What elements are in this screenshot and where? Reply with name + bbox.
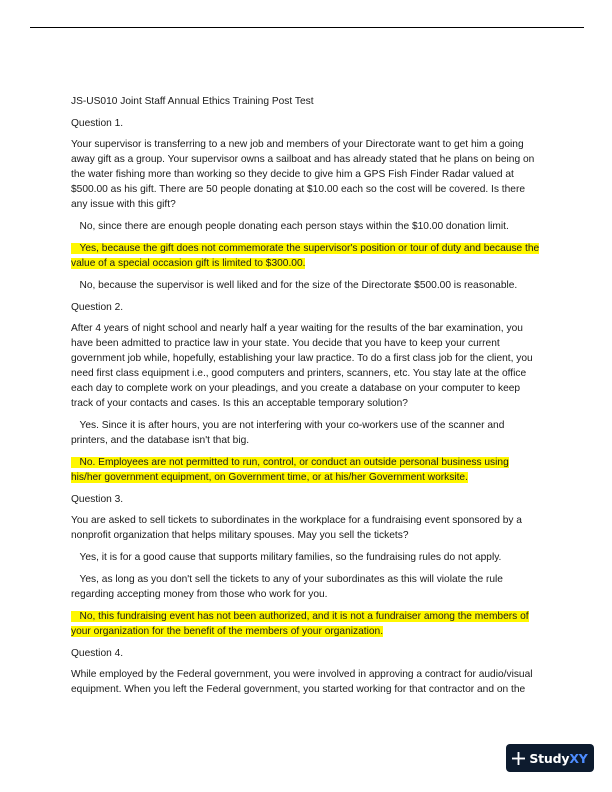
answer-option-text: Yes, because the gift does not commemorate the supervisor's position or tour of duty and because the value of a special occasion gift is limited to $300.00. — [71, 243, 540, 269]
answer-option-text: Yes, it is for a good cause that supports military families, so the fundraising rules do not apply. — [79, 552, 502, 563]
question-label: Question 4. — [71, 648, 124, 659]
answer-option-text: No. Employees are not permitted to run, control, or conduct an outside personal business using his/her government equipment, on Government time, or at his/her Government worksite. — [71, 457, 509, 483]
answer-option-text: No, since there are enough people donating each person stays within the $10.00 donation limit. — [79, 221, 509, 232]
answer-option-highlighted — [71, 455, 541, 485]
answer-option-highlighted — [71, 609, 541, 639]
answer-option-highlighted — [71, 241, 541, 271]
answer-option-text: No, this fundraising event has not been authorized, and it is not a fundraiser among the members of your organization for the benefit of the members of your organization. — [71, 611, 529, 637]
question-label: Question 3. — [71, 494, 124, 505]
logo-prefix: Study — [529, 750, 570, 766]
question-text: While employed by the Federal government, you were involved in approving a contract for audio/visual equipment. When you left the Federal government, you started working for that contractor and on the — [71, 669, 533, 695]
document-title: JS-US010 Joint Staff Annual Ethics Training Post Test — [71, 96, 314, 107]
question-1 — [71, 116, 541, 293]
answer-option-text: Yes, as long as you don't sell the tickets to any of your subordinates as this will violate the rule regarding accepting money from those who work for you. — [71, 574, 503, 600]
answer-option — [71, 219, 541, 234]
plus-icon — [512, 752, 525, 765]
studyxy-logo-badge[interactable] — [506, 744, 594, 772]
answer-option-text: Yes. Since it is after hours, you are not interfering with your co-workers use of the scanner and printers, and the database isn't that big. — [71, 420, 505, 446]
logo-suffix: XY — [569, 750, 588, 766]
answer-option — [71, 278, 541, 293]
answer-option — [71, 550, 541, 565]
answer-option — [71, 572, 541, 602]
question-text: Your supervisor is transferring to a new job and members of your Directorate want to get him a going away gift as a group. Your supervisor owns a sailboat and has already stated that he plans on being on the water fishing more than working so they decide to give him a GPS Fish Finder Radar valued at $500.00 as his gift. There are 50 people donating at $10.00 each so the cost will be covered. Is there any issue with this gift? — [71, 139, 535, 210]
answer-option-text: No, because the supervisor is well liked and for the size of the Directorate $500.00 is reasonable. — [79, 280, 518, 291]
question-text: You are asked to sell tickets to subordinates in the workplace for a fundraising event sponsored by a nonprofit organization that helps military spouses. May you sell the tickets? — [71, 515, 522, 541]
question-4 — [71, 646, 541, 697]
question-label: Question 1. — [71, 118, 124, 129]
question-3 — [71, 492, 541, 639]
answer-option — [71, 418, 541, 448]
question-text: After 4 years of night school and nearly half a year waiting for the results of the bar examination, you have been admitted to practice law in your state. You decide that you have to keep your current government job while, hopefully, establishing your law practice. To do a first class job for the client, you need first class equipment i.e., good computers and printers, scanners, etc. You stay late at the office each day to complete work on your pleadings, and you create a database on your computer to keep track of your contacts and cases. Is this an acceptable temporary solution? — [71, 323, 533, 409]
document-body — [71, 94, 541, 704]
top-divider — [30, 27, 584, 28]
question-2 — [71, 300, 541, 485]
question-label: Question 2. — [71, 302, 124, 313]
logo-text — [529, 751, 587, 766]
